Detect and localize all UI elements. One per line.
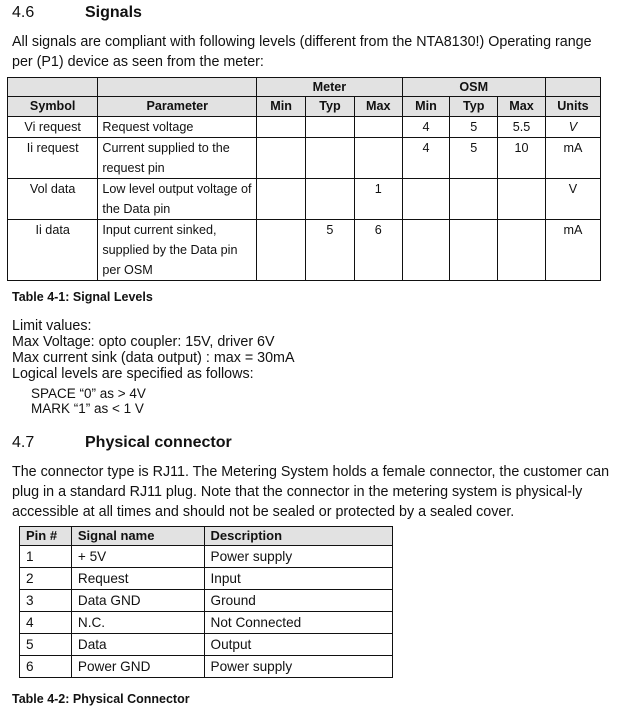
table-caption-signal-levels: Table 4-1: Signal Levels [12, 290, 153, 304]
header-osm-max: Max [498, 97, 546, 117]
cell-osm-min [402, 179, 450, 220]
max-voltage-text: Max Voltage: opto coupler: 15V, driver 6V [12, 334, 275, 350]
group-header-row [8, 78, 601, 97]
cell-pin: 5 [20, 634, 72, 656]
header-osm-typ: Typ [450, 97, 498, 117]
cell-units: mA [545, 220, 600, 281]
cell-osm-typ: 5 [450, 117, 498, 138]
logical-levels-text: Logical levels are specified as follows: [12, 366, 254, 382]
cell-symbol: Ii data [8, 220, 98, 281]
table-row [20, 634, 393, 656]
cell-signal: Request [71, 568, 204, 590]
table-caption-physical-connector: Table 4-2: Physical Connector [12, 692, 190, 706]
cell-osm-typ: 5 [450, 138, 498, 179]
cell-meter-max [354, 117, 402, 138]
cell-meter-typ [306, 138, 355, 179]
space-level-text: SPACE “0” as > 4V [31, 386, 146, 401]
section-number: 4.6 [12, 4, 35, 21]
cell-parameter: Request voltage [98, 117, 257, 138]
section-title: Physical connector [85, 434, 232, 451]
header-blank [8, 78, 98, 97]
connector-intro-paragraph: The connector type is RJ11. The Metering System holds a female connector, the customer can plug in a standard RJ11 plug. Note that the connector in the metering system is physical-ly accessible at all times and should not be sealed or protected by a sealed cover. [12, 464, 610, 520]
header-description: Description [204, 527, 392, 546]
cell-meter-max: 1 [354, 179, 402, 220]
cell-pin: 2 [20, 568, 72, 590]
cell-osm-min: 4 [402, 117, 450, 138]
signals-intro-paragraph: All signals are compliant with following levels (different from the NTA8130!) Operating range per (P1) device as seen from the meter: [12, 34, 592, 70]
cell-meter-min [257, 220, 306, 281]
cell-symbol: Ii request [8, 138, 98, 179]
cell-osm-max [498, 220, 546, 281]
cell-osm-max [498, 179, 546, 220]
table-row [20, 568, 393, 590]
cell-symbol: Vi request [8, 117, 98, 138]
cell-description: Power supply [204, 546, 392, 568]
header-meter-typ: Typ [306, 97, 355, 117]
table-row [8, 220, 601, 281]
header-meter-max: Max [354, 97, 402, 117]
cell-description: Ground [204, 590, 392, 612]
mark-level-text: MARK “1” as < 1 V [31, 401, 144, 416]
cell-meter-max: 6 [354, 220, 402, 281]
cell-description: Output [204, 634, 392, 656]
cell-osm-min: 4 [402, 138, 450, 179]
cell-pin: 3 [20, 590, 72, 612]
cell-signal: Power GND [71, 656, 204, 678]
cell-pin: 4 [20, 612, 72, 634]
column-header-row [8, 97, 601, 117]
cell-signal: N.C. [71, 612, 204, 634]
cell-meter-min [257, 117, 306, 138]
physical-connector-table [19, 526, 393, 678]
table-row [20, 590, 393, 612]
header-osm-min: Min [402, 97, 450, 117]
header-blank [545, 78, 600, 97]
cell-description: Power supply [204, 656, 392, 678]
cell-description: Input [204, 568, 392, 590]
header-parameter: Parameter [98, 97, 257, 117]
cell-symbol: Vol data [8, 179, 98, 220]
limit-values-label: Limit values: [12, 318, 92, 334]
cell-meter-min [257, 179, 306, 220]
cell-description: Not Connected [204, 612, 392, 634]
signal-levels-table [7, 77, 601, 281]
cell-osm-typ [450, 220, 498, 281]
section-heading-signals [0, 4, 618, 24]
cell-pin: 1 [20, 546, 72, 568]
cell-units: V [545, 117, 600, 138]
cell-meter-min [257, 138, 306, 179]
cell-osm-max: 5.5 [498, 117, 546, 138]
cell-meter-max [354, 138, 402, 179]
cell-parameter: Input current sinked, supplied by the Data pin per OSM [98, 220, 257, 281]
cell-meter-typ [306, 117, 355, 138]
cell-meter-typ [306, 179, 355, 220]
header-symbol: Symbol [8, 97, 98, 117]
header-osm-group: OSM [402, 78, 545, 97]
cell-parameter: Current supplied to the request pin [98, 138, 257, 179]
table-row [8, 117, 601, 138]
cell-pin: 6 [20, 656, 72, 678]
cell-osm-min [402, 220, 450, 281]
header-meter-min: Min [257, 97, 306, 117]
header-units: Units [545, 97, 600, 117]
cell-meter-typ: 5 [306, 220, 355, 281]
header-meter-group: Meter [257, 78, 402, 97]
cell-parameter: Low level output voltage of the Data pin [98, 179, 257, 220]
cell-units: mA [545, 138, 600, 179]
table-row [8, 138, 601, 179]
cell-signal: + 5V [71, 546, 204, 568]
table-row [20, 546, 393, 568]
max-current-text: Max current sink (data output) : max = 30mA [12, 350, 295, 366]
cell-osm-max: 10 [498, 138, 546, 179]
cell-osm-typ [450, 179, 498, 220]
cell-signal: Data GND [71, 590, 204, 612]
cell-units: V [545, 179, 600, 220]
section-title: Signals [85, 4, 142, 21]
table-row [20, 656, 393, 678]
header-pin: Pin # [20, 527, 72, 546]
column-header-row [20, 527, 393, 546]
header-blank [98, 78, 257, 97]
section-number: 4.7 [12, 434, 35, 451]
section-heading-physical-connector [0, 434, 618, 454]
cell-signal: Data [71, 634, 204, 656]
table-row [8, 179, 601, 220]
table-row [20, 612, 393, 634]
header-signal-name: Signal name [71, 527, 204, 546]
